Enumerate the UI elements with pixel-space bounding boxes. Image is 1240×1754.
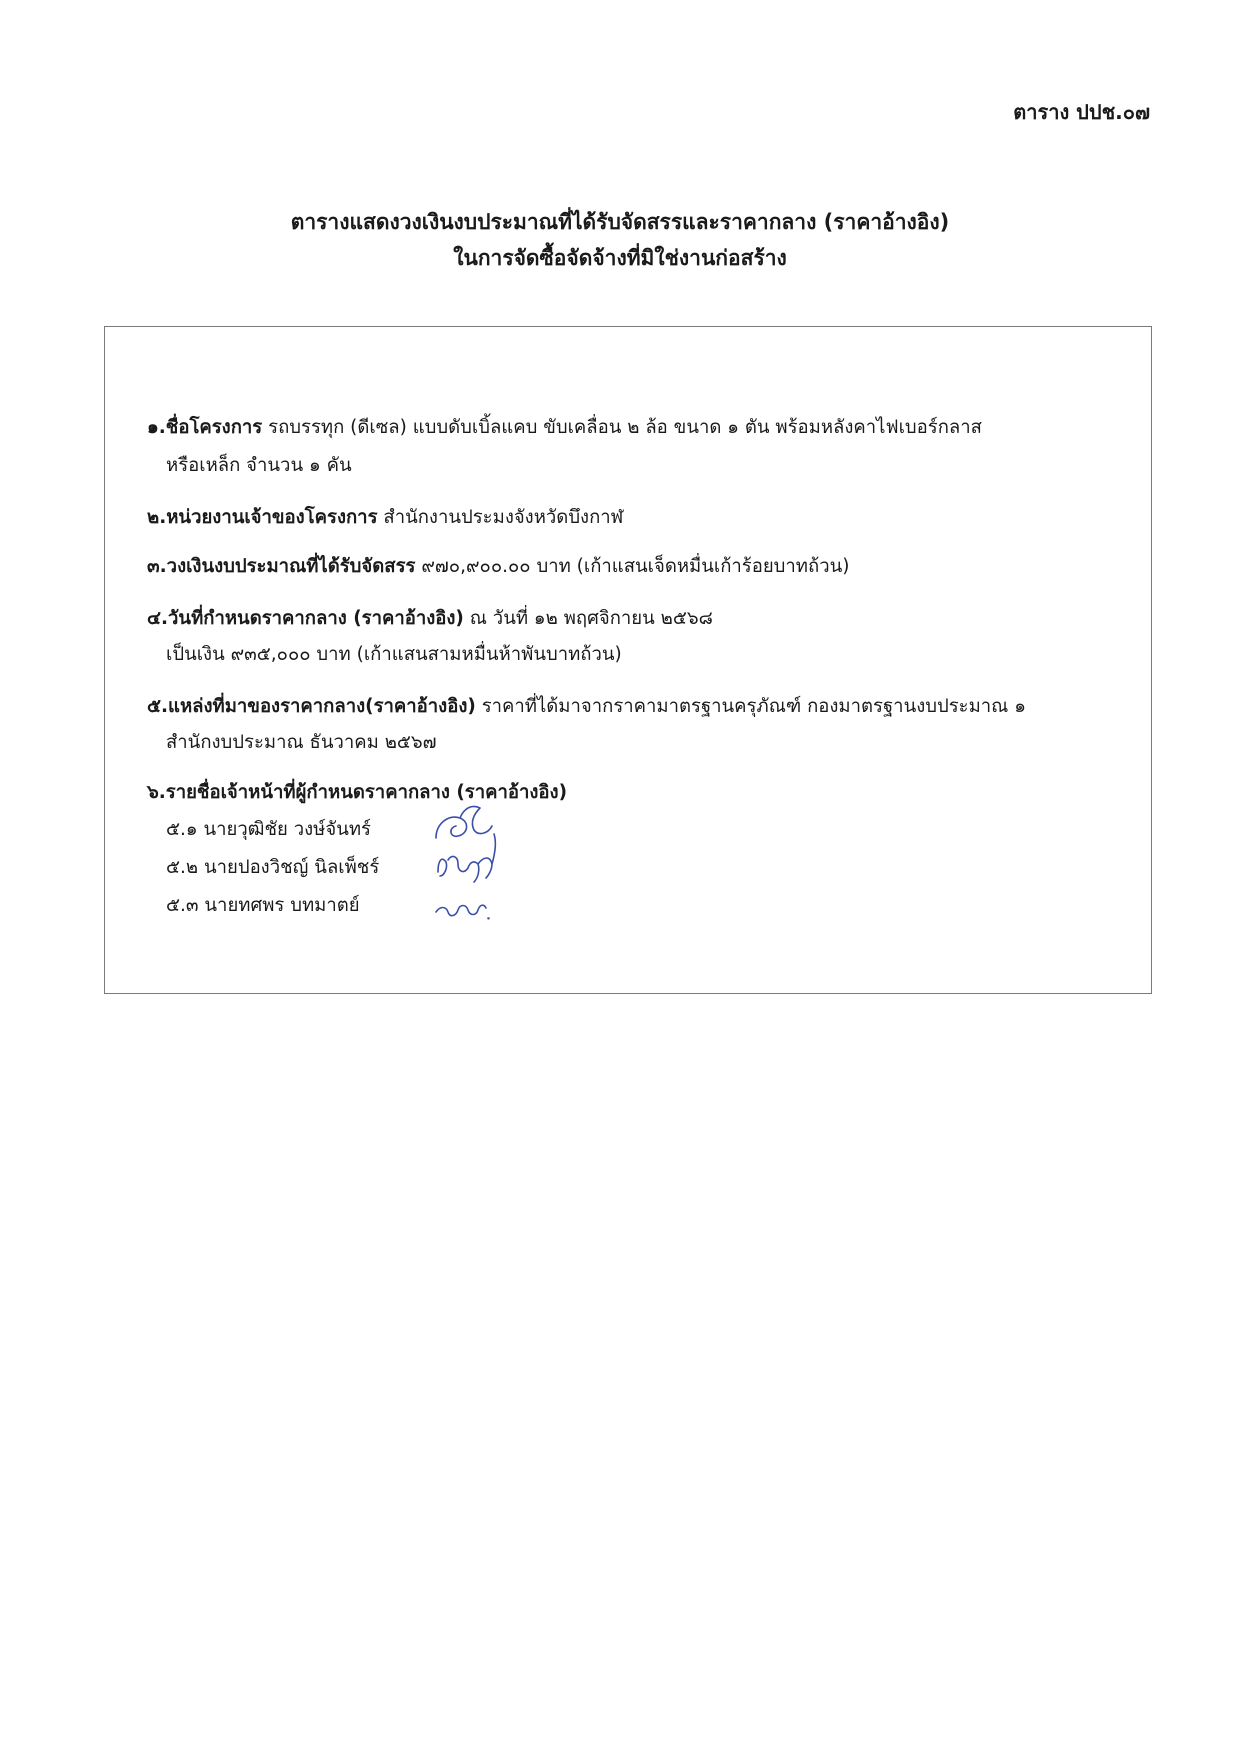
- item-reference-date-value: ณ วันที่ ๑๒ พฤศจิกายน ๒๕๖๘: [469, 608, 713, 629]
- signature-2: [438, 834, 495, 882]
- item-reference-date: [147, 604, 713, 633]
- item-budget-value: ๙๗๐,๙๐๐.๐๐ บาท (เก้าแสนเจ็ดหมื่นเก้าร้อยบาทถ้วน): [421, 556, 850, 577]
- committee-member-3: ๕.๓ นายทศพร บทมาตย์: [166, 895, 360, 916]
- item-price-source-value: ราคาที่ได้มาจากราคามาตรฐานครุภัณฑ์ กองมาตรฐานงบประมาณ ๑: [481, 696, 1026, 717]
- item-owner-agency-value: สำนักงานประมงจังหวัดบึงกาฬ: [383, 507, 624, 528]
- item-price-source-continued: สำนักงบประมาณ ธันวาคม ๒๕๖๗: [166, 732, 437, 753]
- document-title-line-2: ในการจัดซื้อจัดจ้างที่มิใช่งานก่อสร้าง: [453, 246, 787, 270]
- item-committee-label: ๖.รายชื่อเจ้าหน้าที่ผู้กำหนดราคากลาง (ราคาอ้างอิง): [147, 782, 568, 803]
- committee-member-2: ๕.๒ นายปองวิชญ์ นิลเพ็ชร์: [166, 857, 380, 878]
- form-code: ตาราง ปปช.๐๗: [1013, 100, 1150, 124]
- item-project-name-label: ๑.ชื่อโครงการ: [147, 417, 263, 438]
- item-project-name-continued: หรือเหล็ก จำนวน ๑ คัน: [166, 455, 352, 476]
- handwritten-signatures: [430, 800, 530, 925]
- item-project-name: [147, 413, 982, 442]
- item-price-source-label: ๕.แหล่งที่มาของราคากลาง(ราคาอ้างอิง): [147, 696, 476, 717]
- item-project-name-value: รถบรรทุก (ดีเซล) แบบดับเบิ้ลแคบ ขับเคลื่อน ๒ ล้อ ขนาด ๑ ตัน พร้อมหลังคาไฟเบอร์กลาส: [268, 417, 982, 438]
- item-budget-label: ๓.วงเงินงบประมาณที่ได้รับจัดสรร: [147, 556, 416, 577]
- item-owner-agency-label: ๒.หน่วยงานเจ้าของโครงการ: [147, 507, 378, 528]
- item-reference-amount: เป็นเงิน ๙๓๕,๐๐๐ บาท (เก้าแสนสามหมื่นห้าพันบาทถ้วน): [166, 644, 622, 665]
- document-title-line-1: ตารางแสดงวงเงินงบประมาณที่ได้รับจัดสรรและราคากลาง (ราคาอ้างอิง): [290, 210, 950, 234]
- item-budget: [147, 552, 849, 581]
- item-reference-date-label: ๔.วันที่กำหนดราคากลาง (ราคาอ้างอิง): [147, 608, 464, 629]
- signature-1: [436, 806, 492, 838]
- committee-member-1: ๕.๑ นายวุฒิชัย วงษ์จันทร์: [166, 819, 371, 840]
- signature-3: [436, 905, 489, 919]
- item-owner-agency: [147, 503, 623, 532]
- item-price-source: [147, 692, 1026, 721]
